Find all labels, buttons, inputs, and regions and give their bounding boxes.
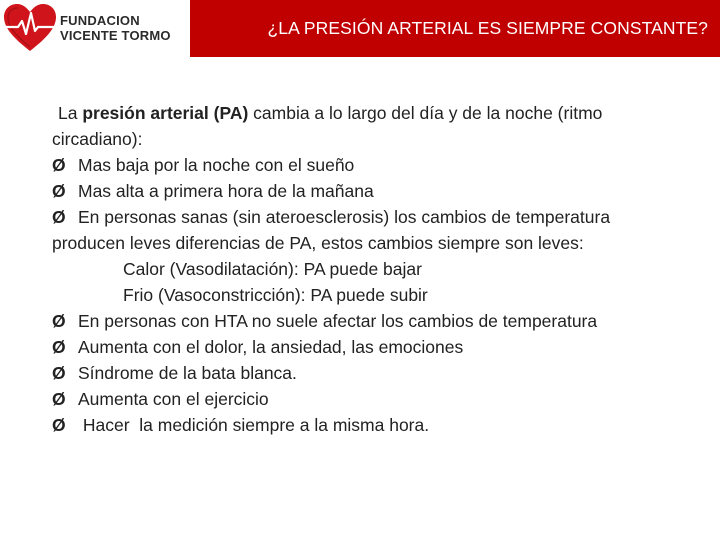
list-item-text: Síndrome de la bata blanca. bbox=[78, 363, 297, 383]
list-item bbox=[52, 204, 682, 230]
list-item bbox=[52, 386, 682, 412]
list-item bbox=[52, 412, 682, 438]
slide-body bbox=[52, 100, 682, 438]
intro-paragraph bbox=[52, 100, 682, 152]
arrow-bullet-icon: Ø bbox=[52, 415, 66, 435]
logo-line-1: FUNDACION bbox=[60, 13, 140, 28]
list-item-text: Hacer la medición siempre a la misma hora. bbox=[78, 415, 430, 435]
list-item-text: En personas sanas (sin ateroesclerosis) los cambios de temperatura bbox=[78, 207, 611, 227]
intro-bold-term: presión arterial (PA) bbox=[82, 103, 249, 123]
list-item bbox=[52, 360, 682, 386]
list-item-text: Mas alta a primera hora de la mañana bbox=[78, 181, 374, 201]
list-item-text: Mas baja por la noche con el sueño bbox=[78, 155, 355, 175]
list-item bbox=[52, 334, 682, 360]
sub-item: Calor (Vasodilatación): PA puede bajar bbox=[123, 259, 422, 279]
intro-prefix: La bbox=[58, 103, 83, 123]
logo-text bbox=[60, 13, 171, 43]
list-item-continuation: producen leves diferencias de PA, estos cambios siempre son leves: bbox=[52, 233, 584, 253]
list-item-text: Aumenta con el dolor, la ansiedad, las emociones bbox=[78, 337, 464, 357]
arrow-bullet-icon: Ø bbox=[52, 337, 66, 357]
list-item bbox=[52, 178, 682, 204]
arrow-bullet-icon: Ø bbox=[52, 363, 66, 383]
list-item bbox=[52, 152, 682, 178]
list-item-text: En personas con HTA no suele afectar los cambios de temperatura bbox=[78, 311, 598, 331]
title-bar bbox=[190, 0, 720, 57]
slide-title: ¿LA PRESIÓN ARTERIAL ES SIEMPRE CONSTANTE? bbox=[267, 18, 708, 38]
arrow-bullet-icon: Ø bbox=[52, 155, 66, 175]
arrow-bullet-icon: Ø bbox=[52, 311, 66, 331]
logo-line-2: VICENTE TORMO bbox=[60, 28, 171, 43]
sub-item: Frio (Vasoconstricción): PA puede subir bbox=[123, 285, 428, 305]
arrow-bullet-icon: Ø bbox=[52, 207, 66, 227]
list-item bbox=[52, 308, 682, 334]
foundation-logo bbox=[2, 0, 190, 56]
list-item-text: Aumenta con el ejercicio bbox=[78, 389, 269, 409]
intro-rest: cambia a lo largo del día y de la noche (ritmo circadiano): bbox=[52, 103, 603, 149]
heart-ecg-icon bbox=[2, 1, 58, 55]
arrow-bullet-icon: Ø bbox=[52, 181, 66, 201]
arrow-bullet-icon: Ø bbox=[52, 389, 66, 409]
